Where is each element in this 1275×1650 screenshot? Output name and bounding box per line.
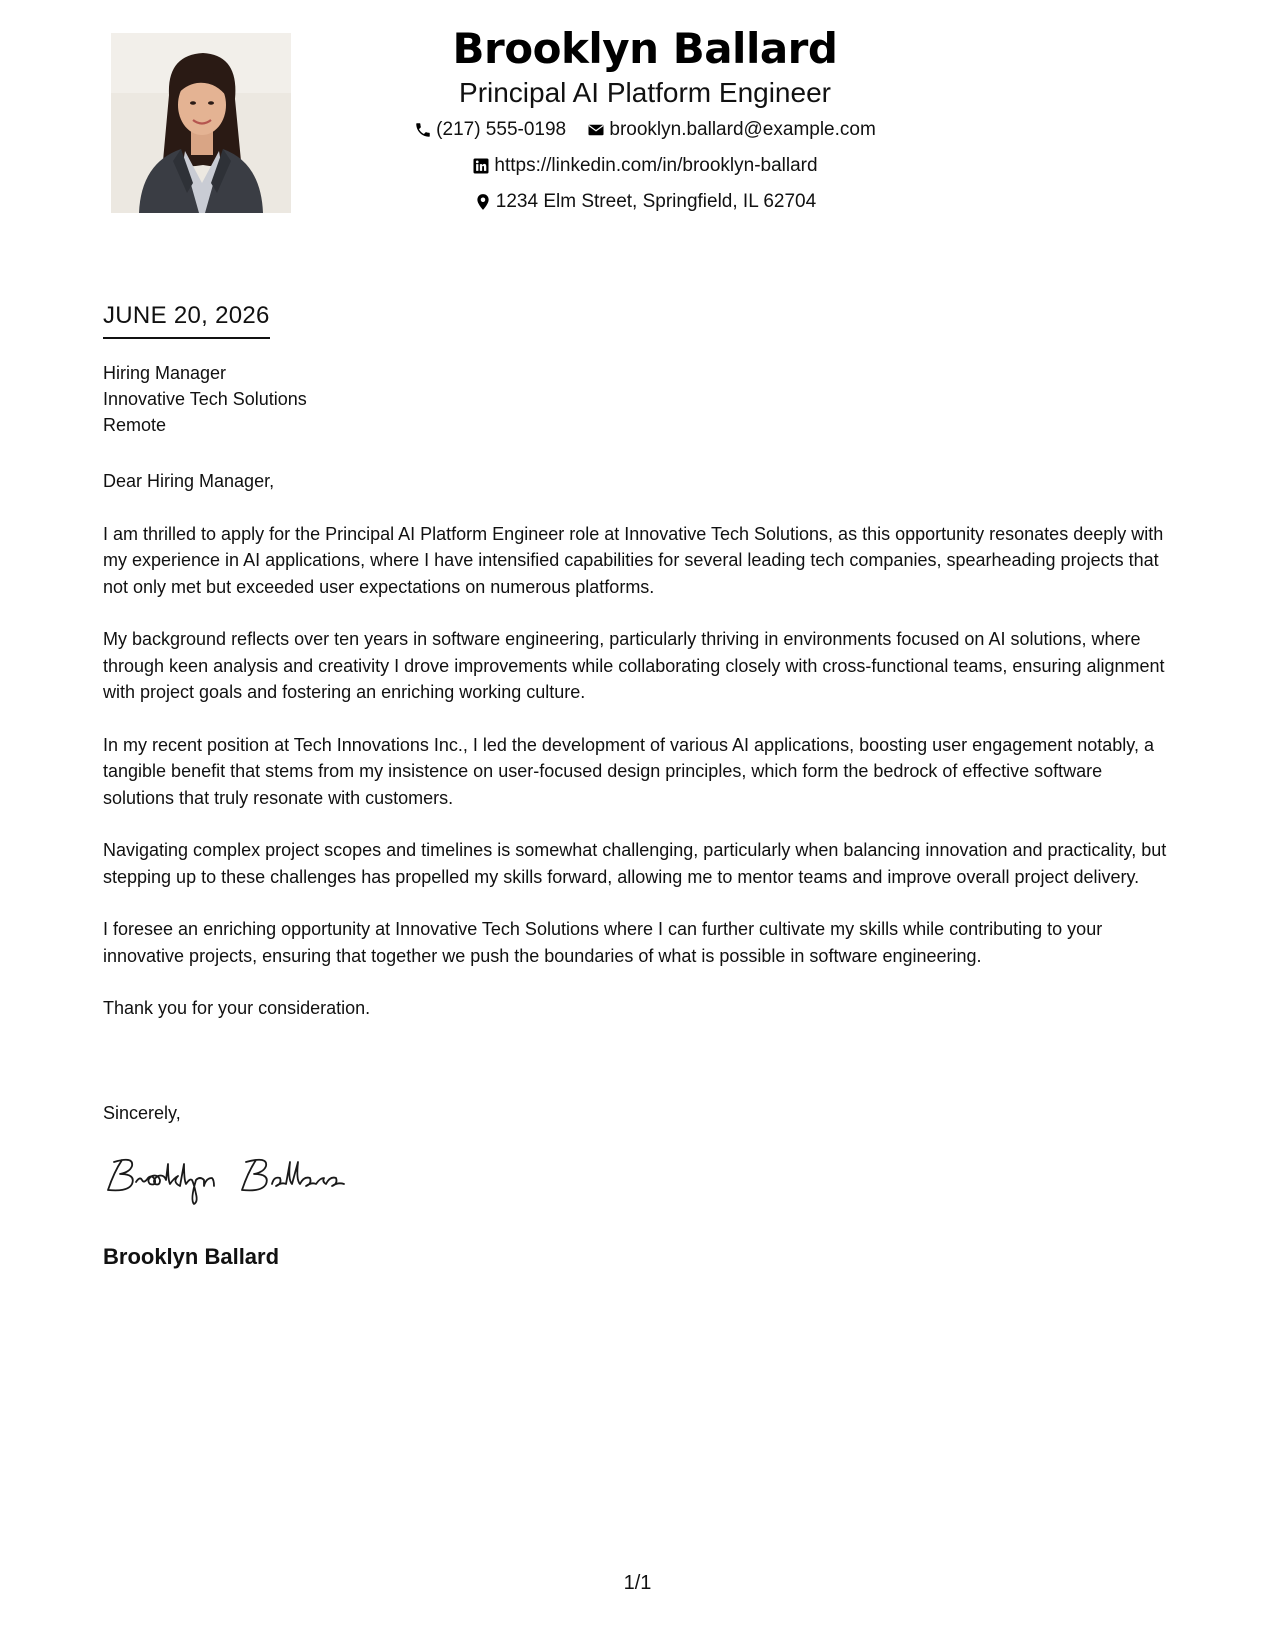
body-paragraph: I foresee an enriching opportunity at Innovative Tech Solutions where I can further cultivate my skills while contributing to your innovative projects, ensuring that together we push the boundaries of what is possible in software engineering. xyxy=(103,919,1103,966)
contact-line-phone-email xyxy=(330,118,960,146)
contact-line-address xyxy=(330,190,960,218)
linkedin-icon xyxy=(472,157,490,175)
body-paragraph: Navigating complex project scopes and timelines is somewhat challenging, particularly when balancing innovation and practicality, but stepping up to these challenges has propelled my skills forward, allowing me to mentor teams and improve overall project delivery. xyxy=(103,840,1167,887)
recipient-name: Hiring Manager xyxy=(103,363,227,383)
body-paragraph: My background reflects over ten years in software engineering, particularly thriving in environments focused on AI solutions, where through keen analysis and creativity I drove improvements while collaborating closely with cross-functional teams, ensuring alignment with project goals and fostering an enriching working culture. xyxy=(103,629,1165,702)
email-address: brooklyn.ballard@example.com xyxy=(609,119,876,140)
closing: Sincerely, xyxy=(103,1103,181,1123)
phone-contact[interactable] xyxy=(414,118,566,142)
header xyxy=(330,22,960,218)
address-contact xyxy=(474,190,816,214)
recipient-location: Remote xyxy=(103,415,167,435)
phone-icon xyxy=(414,121,432,139)
signer-name: Brooklyn Ballard xyxy=(103,1244,280,1269)
street-address: 1234 Elm Street, Springfield, IL 62704 xyxy=(495,191,817,212)
email-contact[interactable] xyxy=(587,118,875,142)
letter-body xyxy=(103,468,1178,1048)
profile-photo xyxy=(111,33,291,213)
phone-number: (217) 555-0198 xyxy=(436,119,567,140)
linkedin-contact[interactable] xyxy=(472,154,817,178)
applicant-name: Brooklyn Ballard xyxy=(452,24,838,73)
letter-date: JUNE 20, 2026 xyxy=(103,301,270,339)
recipient-company: Innovative Tech Solutions xyxy=(103,389,307,409)
linkedin-url: https://linkedin.com/in/brooklyn-ballard xyxy=(494,155,818,176)
contact-line-linkedin xyxy=(330,154,960,182)
job-title: Principal AI Platform Engineer xyxy=(459,77,831,108)
envelope-icon xyxy=(587,121,605,139)
handwritten-signature xyxy=(100,1150,370,1215)
body-paragraph: I am thrilled to apply for the Principal AI Platform Engineer role at Innovative Tech Solutions, as this opportunity resonates deeply with my experience in AI applications, where I have intensified capabilities for several leading tech companies, spearheading projects that not only met but exceeded user expectations on numerous platforms. xyxy=(103,523,1164,597)
map-marker-icon xyxy=(474,193,492,211)
salutation: Dear Hiring Manager, xyxy=(103,471,275,491)
page-number: 1/1 xyxy=(623,1572,652,1594)
body-paragraph: In my recent position at Tech Innovations Inc., I led the development of various AI applications, boosting user engagement notably, a tangible benefit that stems from my insistence on user-focused design principles, which form the bedrock of effective software solutions that truly resonate with customers. xyxy=(103,734,1154,808)
recipient-block xyxy=(103,360,307,438)
thank-you-line: Thank you for your consideration. xyxy=(103,998,371,1018)
